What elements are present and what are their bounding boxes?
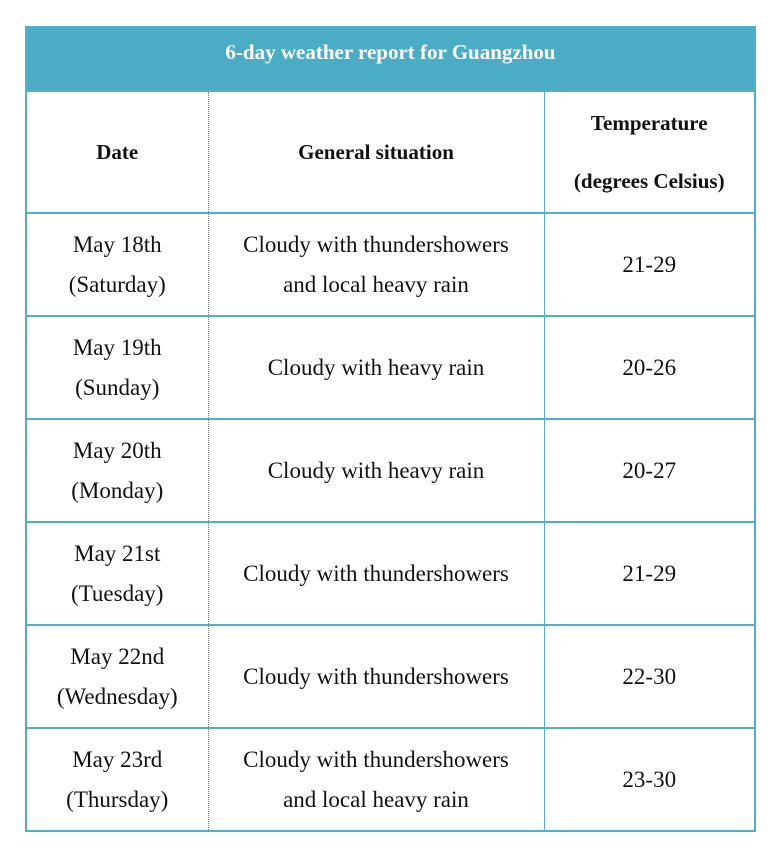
temperature-header-line2: (degrees Celsius) bbox=[573, 169, 725, 193]
temperature-cell: 20-27 bbox=[622, 457, 677, 483]
temperature-cell: 21-29 bbox=[622, 560, 677, 586]
weekday-text: (Tuesday) bbox=[71, 580, 164, 606]
weekday-text: (Sunday) bbox=[75, 374, 160, 400]
general-situation-cell: Cloudy with heavy rain bbox=[208, 419, 544, 522]
general-situation-cell: Cloudy with thundershowers bbox=[208, 522, 544, 625]
date-text: May 23rd bbox=[72, 746, 163, 772]
temperature-column-header bbox=[544, 92, 754, 213]
date-column-header: Date bbox=[27, 92, 208, 213]
date-cell bbox=[27, 625, 208, 728]
general-situation-cell: Cloudy with thundershowers bbox=[208, 625, 544, 728]
table-row bbox=[27, 625, 754, 728]
table-row bbox=[27, 419, 754, 522]
date-cell bbox=[27, 728, 208, 830]
general-situation-cell bbox=[208, 728, 544, 830]
date-text: May 22nd bbox=[70, 643, 165, 669]
general-situation-cell: Cloudy with heavy rain bbox=[208, 316, 544, 419]
weather-table bbox=[27, 92, 754, 830]
date-cell bbox=[27, 522, 208, 625]
date-text: May 21st bbox=[74, 540, 161, 566]
temperature-header-line1: Temperature bbox=[590, 111, 708, 135]
date-text: May 18th bbox=[72, 231, 162, 257]
temperature-cell: 21-29 bbox=[622, 251, 677, 277]
general-line2: and local heavy rain bbox=[283, 271, 469, 297]
general-situation-column-header: General situation bbox=[208, 92, 544, 213]
weather-report-table bbox=[25, 26, 756, 832]
temperature-cell: 23-30 bbox=[622, 766, 677, 792]
temperature-cell: 20-26 bbox=[622, 354, 677, 380]
weekday-text: (Monday) bbox=[71, 477, 164, 503]
date-cell bbox=[27, 419, 208, 522]
general-line1: Cloudy with thundershowers bbox=[243, 231, 509, 257]
table-row bbox=[27, 728, 754, 830]
general-line2: and local heavy rain bbox=[283, 786, 469, 812]
general-situation-cell bbox=[208, 213, 544, 316]
date-cell bbox=[27, 316, 208, 419]
date-text: May 19th bbox=[72, 334, 162, 360]
table-title: 6-day weather report for Guangzhou bbox=[27, 28, 754, 92]
temperature-cell: 22-30 bbox=[622, 663, 677, 689]
date-cell bbox=[27, 213, 208, 316]
weekday-text: (Wednesday) bbox=[56, 683, 178, 709]
date-text: May 20th bbox=[72, 437, 162, 463]
table-row bbox=[27, 213, 754, 316]
general-line1: Cloudy with thundershowers bbox=[243, 746, 509, 772]
weekday-text: (Thursday) bbox=[66, 786, 169, 812]
table-row bbox=[27, 522, 754, 625]
header-row bbox=[27, 92, 754, 213]
table-row bbox=[27, 316, 754, 419]
weekday-text: (Saturday) bbox=[68, 271, 166, 297]
